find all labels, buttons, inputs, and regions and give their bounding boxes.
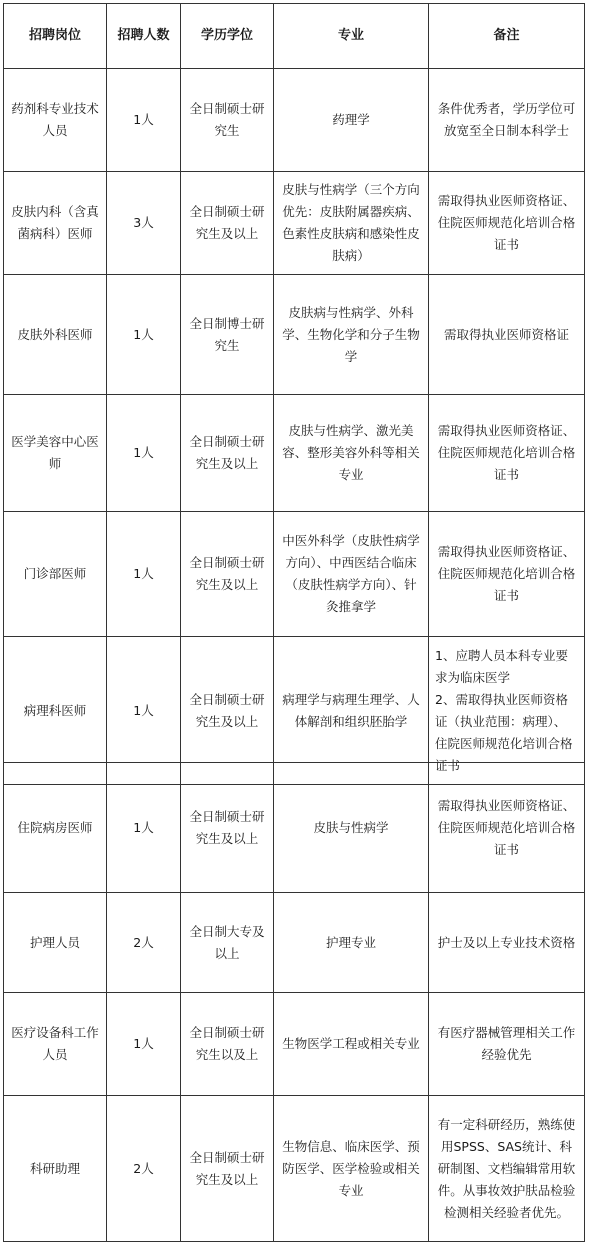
cell-remark: 需取得执业医师资格证: [429, 275, 585, 395]
cell-major: 药理学: [274, 69, 429, 172]
cell-count: 1人: [107, 512, 181, 637]
cell-remark: 条件优秀者，学历学位可放宽至全日制本科学士: [429, 69, 585, 172]
cell-position: 门诊部医师: [4, 512, 107, 637]
cell-remark: 1、应聘人员本科专业要求为临床医学 2、需取得执业医师资格证（执业范围：病理）、住院医师规范化培训合格证书: [429, 637, 585, 785]
cell-education: 全日制博士研究生: [181, 275, 274, 395]
header-position: 招聘岗位: [4, 4, 107, 69]
cell-position: 医疗设备科工作人员: [4, 993, 107, 1096]
cell-remark: 需取得执业医师资格证、住院医师规范化培训合格证书: [429, 395, 585, 512]
table-header-row: [4, 4, 585, 69]
header-remark: 备注: [429, 4, 585, 69]
cell-position: 科研助理: [4, 1096, 107, 1242]
cell-major: 病理学与病理生理学、人体解剖和组织胚胎学: [274, 637, 429, 785]
cell-remark: 有医疗器械管理相关工作经验优先: [429, 993, 585, 1096]
cell-major: 皮肤病与性病学、外科学、生物化学和分子生物学: [274, 275, 429, 395]
cell-education: 全日制硕士研究生及以上: [181, 395, 274, 512]
header-major: 专业: [274, 4, 429, 69]
cell-position: 病理科医师: [4, 637, 107, 785]
header-education: 学历学位: [181, 4, 274, 69]
cell-remark: 有一定科研经历，熟练使用SPSS、SAS统计、科研制图、文档编辑常用软件。从事妆效护肤品检验检测相关经验者优先。: [429, 1096, 585, 1242]
cell-major: 皮肤与性病学（三个方向优先：皮肤附属器疾病、色素性皮肤病和感染性皮肤病）: [274, 172, 429, 275]
cell-remark: 需取得执业医师资格证、住院医师规范化培训合格证书: [429, 172, 585, 275]
table-row: [4, 893, 585, 993]
table-row: [4, 172, 585, 275]
cell-count: 1人: [107, 763, 181, 893]
cell-remark: 护士及以上专业技术资格: [429, 893, 585, 993]
table-row: [4, 395, 585, 512]
table-row: [4, 69, 585, 172]
cell-education: 全日制大专及以上: [181, 893, 274, 993]
cell-count: 2人: [107, 893, 181, 993]
recruitment-table-part1: [3, 3, 585, 785]
cell-count: 1人: [107, 275, 181, 395]
cell-position: 护理人员: [4, 893, 107, 993]
cell-count: 1人: [107, 637, 181, 785]
cell-position: 皮肤外科医师: [4, 275, 107, 395]
cell-major: 护理专业: [274, 893, 429, 993]
cell-remark: 需取得执业医师资格证、住院医师规范化培训合格证书: [429, 512, 585, 637]
cell-position: 住院病房医师: [4, 763, 107, 893]
cell-education: 全日制硕士研究生: [181, 69, 274, 172]
cell-position: 药剂科专业技术人员: [4, 69, 107, 172]
cell-position: 皮肤内科（含真菌病科）医师: [4, 172, 107, 275]
cell-major: 生物信息、临床医学、预防医学、医学检验或相关专业: [274, 1096, 429, 1242]
cell-education: 全日制硕士研究生及以上: [181, 1096, 274, 1242]
cell-position: 医学美容中心医师: [4, 395, 107, 512]
cell-education: 全日制硕士研究生及以上: [181, 763, 274, 893]
cell-count: 1人: [107, 69, 181, 172]
table-row: [4, 993, 585, 1096]
cell-major: 中医外科学（皮肤性病学方向）、中西医结合临床（皮肤性病学方向）、针灸推拿学: [274, 512, 429, 637]
cell-major: 皮肤与性病学: [274, 763, 429, 893]
cell-count: 1人: [107, 993, 181, 1096]
header-count: 招聘人数: [107, 4, 181, 69]
cell-count: 3人: [107, 172, 181, 275]
table-row: [4, 763, 585, 893]
cell-education: 全日制硕士研究生以及上: [181, 993, 274, 1096]
cell-count: 2人: [107, 1096, 181, 1242]
cell-education: 全日制硕士研究生及以上: [181, 637, 274, 785]
recruitment-table-part2: [3, 762, 585, 1242]
cell-remark: 需取得执业医师资格证、住院医师规范化培训合格证书: [429, 763, 585, 893]
table-row: [4, 1096, 585, 1242]
cell-count: 1人: [107, 395, 181, 512]
cell-major: 皮肤与性病学、激光美容、整形美容外科等相关专业: [274, 395, 429, 512]
table-row: [4, 275, 585, 395]
cell-education: 全日制硕士研究生及以上: [181, 172, 274, 275]
cell-education: 全日制硕士研究生及以上: [181, 512, 274, 637]
cell-major: 生物医学工程或相关专业: [274, 993, 429, 1096]
table-row: [4, 512, 585, 637]
